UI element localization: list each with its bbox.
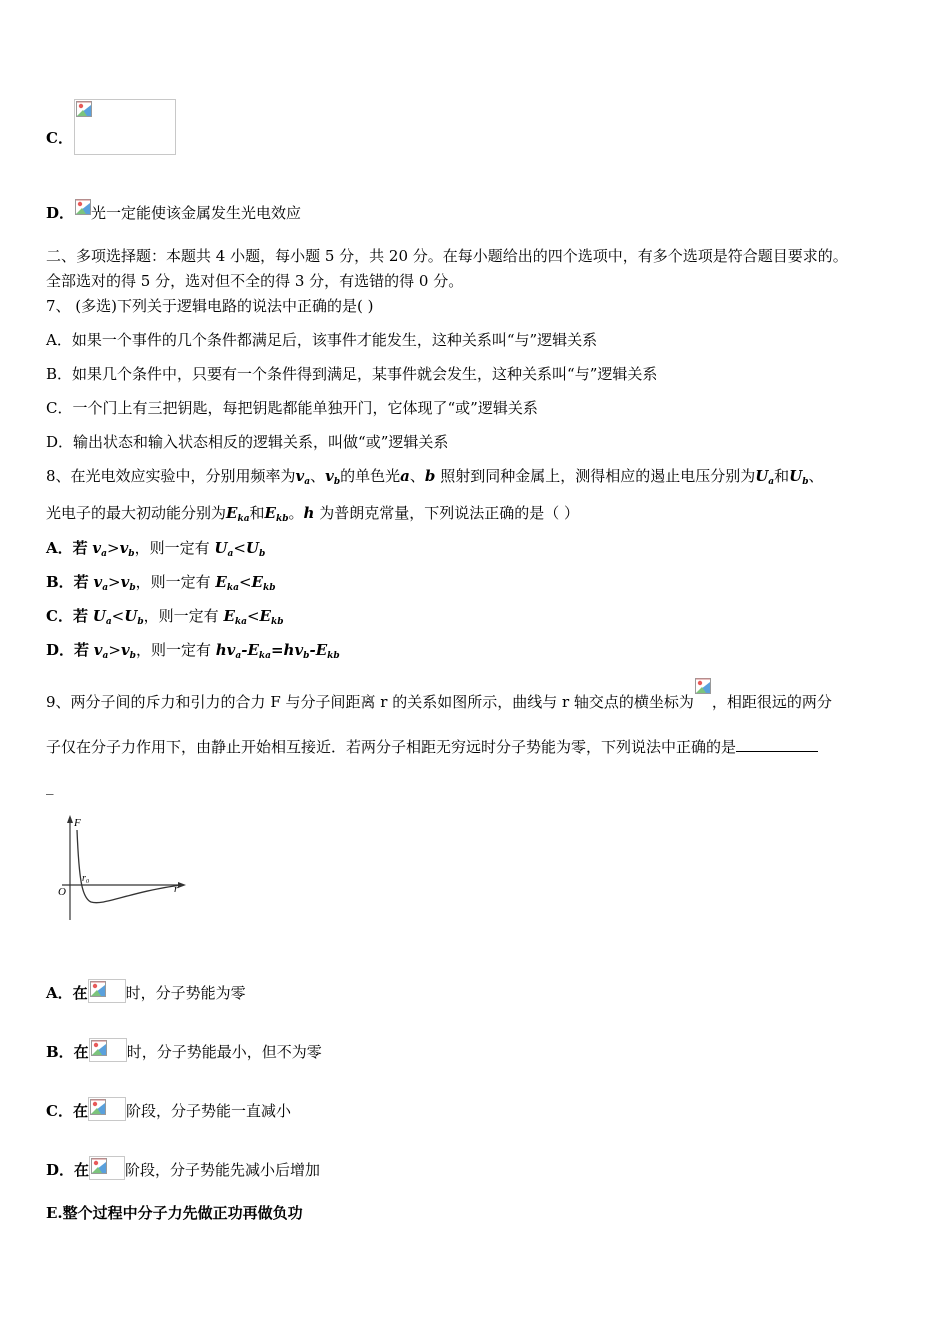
option-c-label: C．: [46, 129, 73, 147]
broken-image-icon: [88, 1097, 126, 1121]
q8-option-a: A．若 $v_a>v_b$，则一定有 $U_a<U_b$: [46, 539, 266, 559]
q7-option-a: A．如果一个事件的几个条件都满足后，该事件才能发生，这种关系叫“与”逻辑关系: [46, 331, 598, 349]
force-distance-graph: [44, 810, 194, 925]
q9-stem-line2: 子仅在分子力作用下，由静止开始相互接近．若两分子相距无穷远时分子势能为零，下列说法中正确的是: [46, 737, 818, 757]
q9-option-a: A．在 时，分子势能为零: [46, 979, 246, 1003]
section-heading-line1: 二、多项选择题：本题共 4 小题，每小题 5 分，共 20 分。在每小题给出的四个选项中，有多个选项是符合题目要求的。: [46, 247, 848, 265]
graph-origin-label: O: [58, 886, 66, 898]
q8-option-b: B．若 $v_a>v_b$，则一定有 $E_{ka}<E_{kb}$: [46, 573, 276, 593]
q9-stem-line1: 9、两分子间的斥力和引力的合力 F 与分子间距离 r 的关系如图所示，曲线与 r 轴交点的横坐标为 ，相距很远的两分: [46, 686, 832, 712]
graph-x-label: r: [174, 883, 179, 895]
option-d-text: 光一定能使该金属发生光电效应: [91, 204, 302, 222]
section-heading-line2: 全部选对的得 5 分，选对但不全的得 3 分，有选错的得 0 分。: [46, 272, 464, 290]
broken-image-icon: [74, 99, 176, 155]
broken-image-icon: [694, 686, 712, 712]
q8-stem-line1: 8、在光电效应实验中，分别用频率为$v_a$、$v_b$的单色光a、b 照射到同种金属上，测得相应的遏止电压分别为$U_a$和$U_b$、: [46, 467, 824, 487]
q7-option-c: C．一个门上有三把钥匙，每把钥匙都能单独开门，它体现了“或”逻辑关系: [46, 399, 538, 417]
q9-option-e: E.整个过程中分子力先做正功再做负功: [46, 1204, 303, 1222]
option-d-label: D．: [46, 204, 75, 222]
graph-r0-label: r₀: [82, 873, 90, 884]
q8-option-c: C．若 $U_a<U_b$，则一定有 $E_{ka}<E_{kb}$: [46, 607, 284, 627]
q7-option-d: D．输出状态和输入状态相反的逻辑关系，叫做“或”逻辑关系: [46, 433, 449, 451]
broken-image-icon: [88, 979, 126, 1003]
answer-blank: [736, 737, 818, 752]
broken-image-icon: [89, 1156, 125, 1180]
q9-option-c: C．在 阶段，分子势能一直减小: [46, 1097, 291, 1121]
q8-stem-line2: 光电子的最大初动能分别为$E_{ka}$和$E_{kb}$。h 为普朗克常量，下列说法正确的是（ ）: [46, 504, 579, 524]
q7-stem: 7、 (多选)下列关于逻辑电路的说法中正确的是( ): [46, 297, 374, 315]
q8-option-d: D．若 $v_a>v_b$，则一定有 $hv_a-E_{ka}=hv_b-E_{kb}$: [46, 641, 340, 661]
q9-option-b: B．在 时，分子势能最小，但不为零: [46, 1038, 322, 1062]
broken-image-icon: [89, 1038, 127, 1062]
broken-image-icon: [74, 199, 91, 223]
option-d: [46, 199, 301, 223]
q9-option-d: D．在 阶段，分子势能先减小后增加: [46, 1156, 320, 1180]
q9-stem-line3: _: [46, 777, 54, 795]
q7-option-b: B．如果几个条件中，只要有一个条件得到满足，某事件就会发生，这种关系叫“与”逻辑关系: [46, 365, 658, 383]
graph-y-label: F: [74, 817, 81, 829]
